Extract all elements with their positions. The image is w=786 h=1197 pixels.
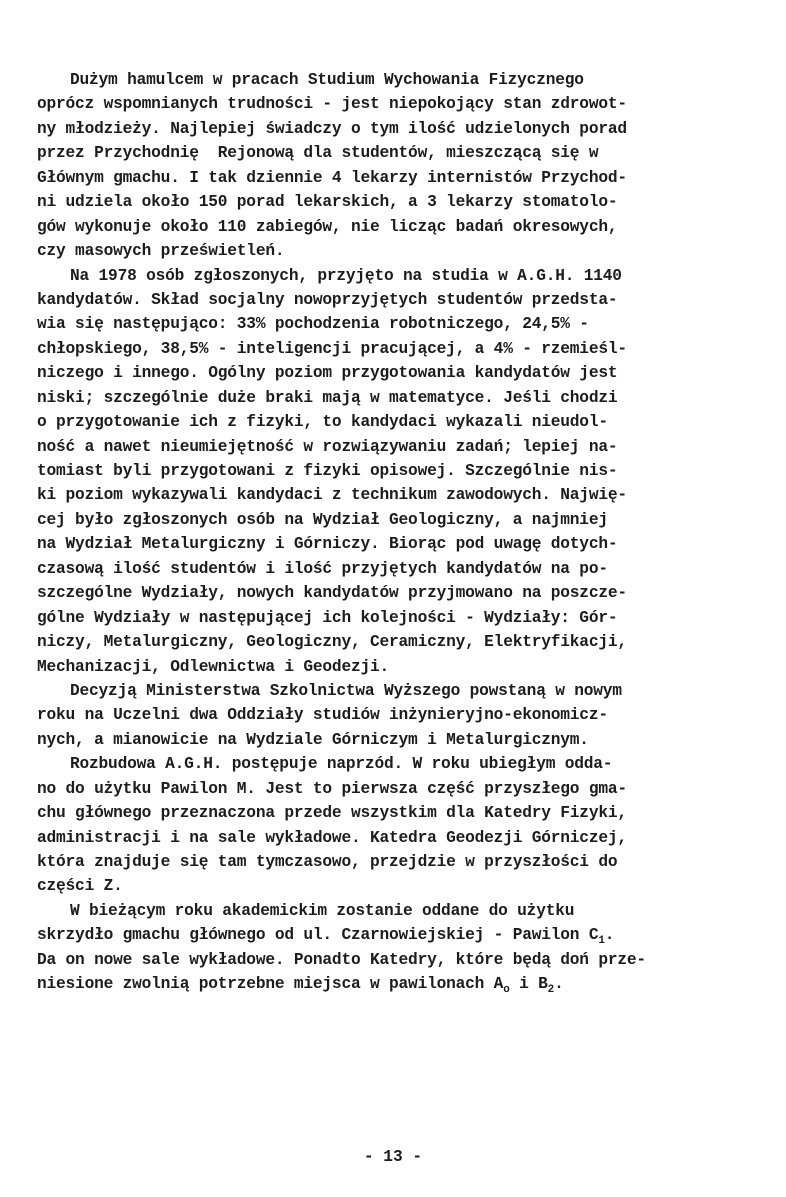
subscript: o [503,984,510,997]
text-line: ni udziela około 150 porad lekarskich, a 3 lekarzy stomatolo- [37,193,618,212]
text-line: niesione zwolnią potrzebne miejsca w pawilonach $A_o$ i $B_2$. [37,975,564,997]
paragraph [37,68,777,264]
text-line: o przygotowanie ich z fizyki, to kandydaci wykazali nieudol- [37,413,608,432]
text-line: wia się następująco: 33% pochodzenia robotniczego, 24,5% - [37,315,589,334]
subscript: 2 [547,984,555,997]
text-line: gów wykonuje około 110 zabiegów, nie licząc badań okresowych, [37,217,618,236]
text-line: W bieżącym roku akademickim zostanie oddane do użytku [70,901,575,920]
text-line: nych, a mianowicie na Wydziale Górniczym i Metalurgicznym. [37,730,589,749]
text-line: która znajduje się tam tymczasowo, przejdzie w przyszłości do [37,853,618,871]
text-line: no do użytku Pawilon M. Jest to pierwsza część przyszłego gma- [37,779,627,798]
text-line: na Wydział Metalurgiczny i Górniczy. Biorąc pod uwagę dotych- [37,535,618,554]
text-line: czasową ilość studentów i ilość przyjętych kandydatów na po- [37,559,608,578]
text-line: ny młodzieży. Najlepiej świadczy o tym ilość udzielonych porad [37,119,627,138]
text-span: skrzydło gmachu głównego od ul. Czarnowiejskiej - Pawilon C [37,926,599,945]
text-span: i B [509,975,548,994]
text-line: niski; szczególnie duże braki mają w matematyce. Jeśli chodzi [37,388,618,407]
text-line: przez Przychodnię Rejonową dla studentów, mieszczącą się w [37,144,599,163]
text-line: skrzydło gmachu głównego od ul. Czarnowiejskiej - Pawilon $C_1$. [37,926,615,948]
text-line: Głównym gmachu. I tak dziennie 4 lekarzy internistów Przychod- [37,168,627,187]
text-line: ki poziom wykazywali kandydaci z technikum zawodowych. Najwię- [37,486,627,505]
text-line: niczego i innego. Ogólny poziom przygotowania kandydatów jest [37,364,618,383]
text-line: Dużym hamulcem w pracach Studium Wychowania Fizycznego [70,71,584,89]
text-line: Rozbudowa A.G.H. postępuje naprzód. W roku ubiegłym odda- [70,755,613,774]
text-line: roku na Uczelni dwa Oddziały studiów inżynieryjno-ekonomicz- [37,706,608,725]
paragraph [37,264,777,679]
text-line: chu głównego przeznaczona przede wszystkim dla Katedry Fizyki, [37,804,627,823]
text-line: cej było zgłoszonych osób na Wydział Geologiczny, a najmniej [37,510,608,529]
text-line: niczy, Metalurgiczny, Geologiczny, Ceramiczny, Elektryfikacji, [37,633,627,652]
text-line: administracji i na sale wykładowe. Katedra Geodezji Górniczej, [37,828,627,847]
text-line: czy masowych prześwietleń. [37,242,285,261]
text-line: części Z. [37,877,123,896]
text-line: ność a nawet nieumiejętność w rozwiązywaniu zadań; lepiej na- [37,437,618,456]
text-line: tomiast byli przygotowani z fizyki opisowej. Szczególnie nis- [37,462,618,480]
subscript: 1 [598,935,605,948]
text-line: Decyzją Ministerstwa Szkolnictwa Wyższego powstaną w nowym [70,681,622,700]
text-line: kandydatów. Skład socjalny nowoprzyjętych studentów przedsta- [37,290,618,309]
body-text [37,68,777,997]
text-line: gólne Wydziały w następującej ich kolejności - Wydziały: Gór- [37,608,618,627]
text-line: szczególne Wydziały, nowych kandydatów przyjmowano na poszcze- [37,584,627,603]
paragraph [37,899,777,997]
text-line: chłopskiego, 38,5% - inteligencji pracującej, a 4% - rzemieśl- [37,339,627,358]
text-line: Na 1978 osób zgłoszonych, przyjęto na studia w A.G.H. 1140 [70,266,622,285]
text-line: Da on nowe sale wykładowe. Ponadto Katedry, które będą doń prze- [37,950,646,969]
paragraph [37,752,777,899]
text-span: niesione zwolnią potrzebne miejsca w pawilonach A [37,975,504,994]
paragraph [37,679,777,752]
page-number: - 13 - [363,1148,423,1166]
text-line: Mechanizacji, Odlewnictwa i Geodezji. [37,657,390,676]
text-line: oprócz wspomnianych trudności - jest niepokojący stan zdrowot- [37,95,627,114]
